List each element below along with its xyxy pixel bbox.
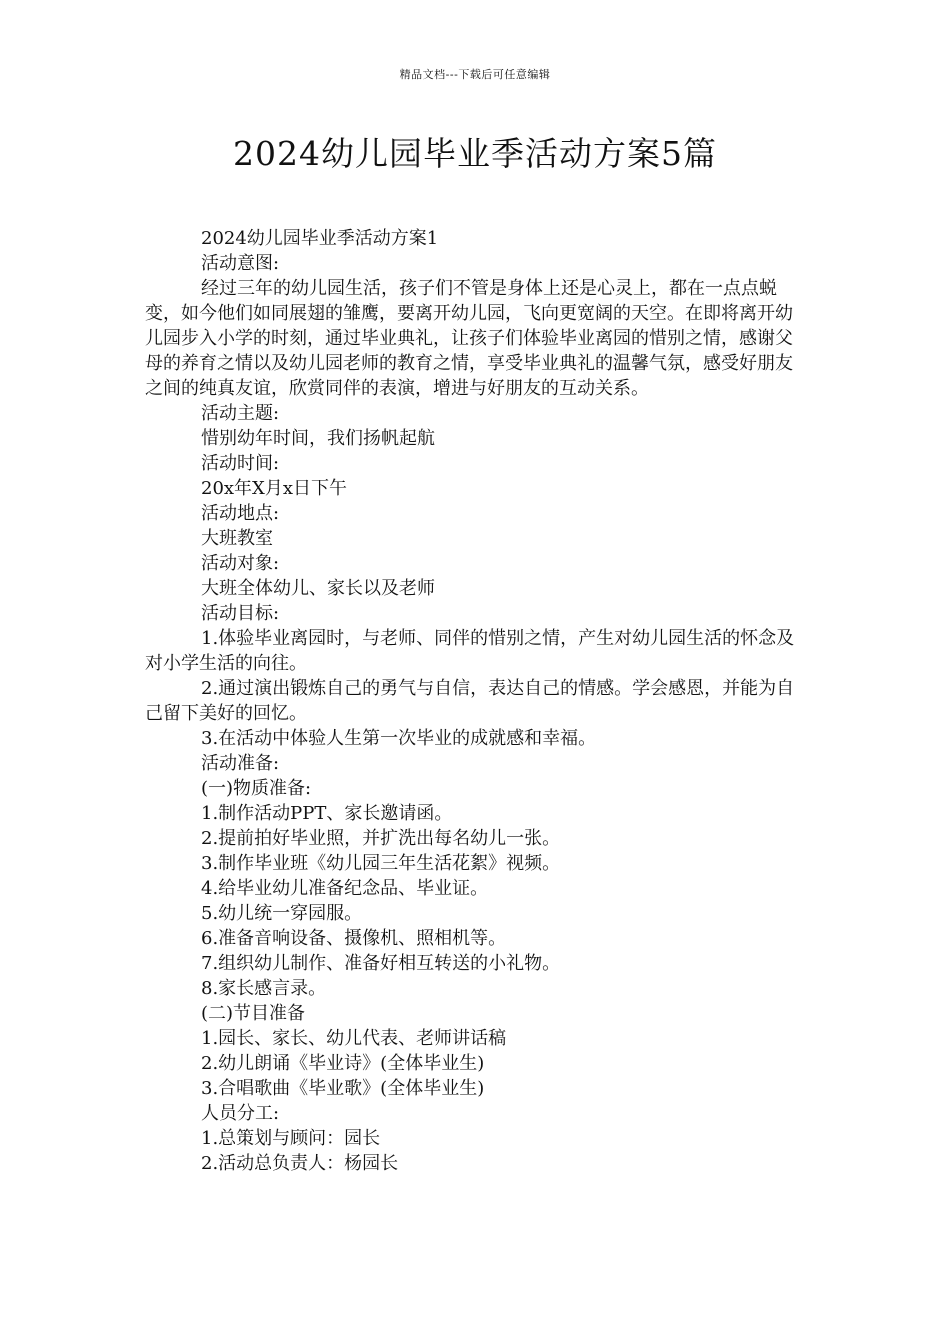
section-title: 2024幼儿园毕业季活动方案1 bbox=[201, 228, 439, 249]
paragraph: 3.在活动中体验人生第一次毕业的成就感和幸福。 bbox=[201, 728, 597, 749]
paragraph: 2.通过演出锻炼自己的勇气与自信，表达自己的情感。学会感恩，并能为自己留下美好的回忆。 bbox=[145, 678, 795, 724]
paragraph: 20x年X月x日下午 bbox=[201, 478, 348, 499]
paragraph: (一)物质准备: bbox=[201, 778, 312, 799]
paragraph: 8.家长感言录。 bbox=[201, 978, 327, 999]
paragraph: 1.园长、家长、幼儿代表、老师讲话稿 bbox=[201, 1028, 507, 1049]
header-note: 精品文档---下载后可任意编辑 bbox=[399, 68, 551, 81]
paragraph: 2.活动总负责人：杨园长 bbox=[201, 1153, 399, 1174]
paragraph: 2.幼儿朗诵《毕业诗》(全体毕业生) bbox=[201, 1053, 485, 1074]
paragraph: 活动目标: bbox=[201, 603, 280, 624]
paragraph: 3.制作毕业班《幼儿园三年生活花絮》视频。 bbox=[201, 853, 561, 874]
paragraph: 活动时间: bbox=[201, 453, 280, 474]
paragraph: 活动地点: bbox=[201, 503, 280, 524]
paragraph: 大班全体幼儿、家长以及老师 bbox=[201, 578, 435, 599]
paragraph: 5.幼儿统一穿园服。 bbox=[201, 903, 363, 924]
paragraph: 人员分工: bbox=[201, 1103, 280, 1124]
document-body bbox=[145, 226, 805, 1176]
paragraph: 惜别幼年时间，我们扬帆起航 bbox=[201, 428, 435, 449]
paragraph: 活动意图: bbox=[201, 253, 280, 274]
paragraph: 1.体验毕业离园时，与老师、同伴的惜别之情，产生对幼儿园生活的怀念及对小学生活的向往。 bbox=[145, 628, 795, 674]
paragraph: 活动对象: bbox=[201, 553, 280, 574]
paragraph: 7.组织幼儿制作、准备好相互转送的小礼物。 bbox=[201, 953, 561, 974]
paragraph: 6.准备音响设备、摄像机、照相机等。 bbox=[201, 928, 507, 949]
paragraph: 经过三年的幼儿园生活，孩子们不管是身体上还是心灵上，都在一点点蜕变，如今他们如同展翅的雏鹰，要离开幼儿园，飞向更宽阔的天空。在即将离开幼儿园步入小学的时刻，通过毕业典礼，让孩子们体验毕业离园的惜别之情，感谢父母的养育之情以及幼儿园老师的教育之情，享受毕业典礼的温馨气氛，感受好朋友之间的纯真友谊，欣赏同伴的表演，增进与好朋友的互动关系。 bbox=[145, 278, 793, 399]
paragraph: 活动准备: bbox=[201, 753, 280, 774]
document-title: 2024幼儿园毕业季活动方案5篇 bbox=[233, 134, 717, 173]
paragraph: 1.制作活动PPT、家长邀请函。 bbox=[201, 803, 453, 824]
paragraph: 4.给毕业幼儿准备纪念品、毕业证。 bbox=[201, 878, 489, 899]
paragraph: 2.提前拍好毕业照，并扩洗出每名幼儿一张。 bbox=[201, 828, 561, 849]
paragraph: 活动主题: bbox=[201, 403, 280, 424]
paragraph: 1.总策划与顾问：园长 bbox=[201, 1128, 381, 1149]
paragraph: (二)节目准备 bbox=[201, 1003, 306, 1024]
paragraph: 大班教室 bbox=[201, 528, 273, 549]
paragraph: 3.合唱歌曲《毕业歌》(全体毕业生) bbox=[201, 1078, 485, 1099]
